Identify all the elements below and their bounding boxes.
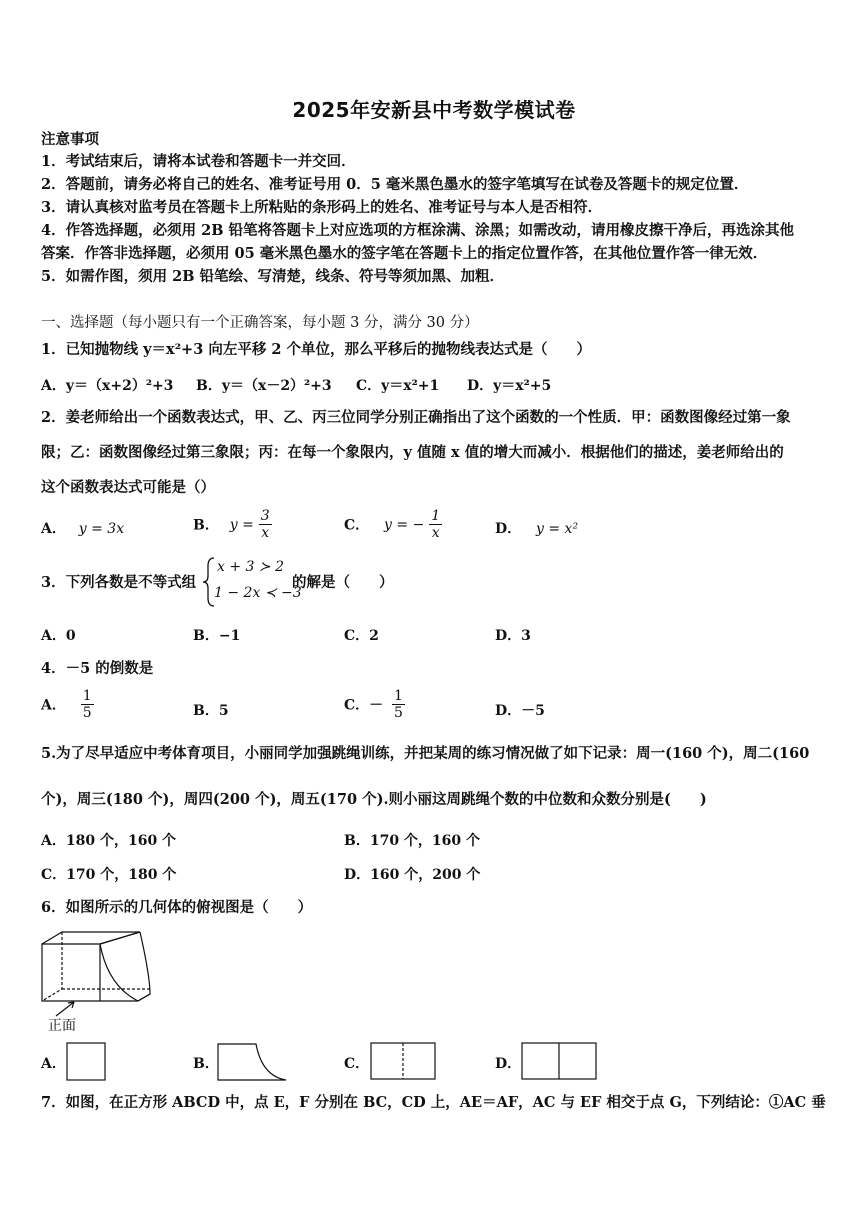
- q2-option-b-numerator: 3: [260, 508, 270, 524]
- notes-heading: 注意事项: [41, 131, 99, 148]
- q6-front-label: 正面: [48, 1018, 76, 1034]
- note-item-2: 2．答题前，请务必将自己的姓名、准考证号用 0．5 毫米黑色墨水的签字笔填写在试卷及答题卡的规定位置．: [41, 176, 749, 193]
- note-item-4: 4．作答选择题，必须用 2B 铅笔将答题卡上对应选项的方框涂满、涂黑；如需改动，请用橡皮擦干净后，再选涂其他: [41, 222, 795, 239]
- q4-option-a-fraction: [81, 688, 94, 721]
- q4-option-b: B．5: [193, 703, 229, 719]
- q3-option-d: D．3: [495, 628, 531, 644]
- q5-line-2: 个)，周三(180 个)，周四(200 个)，周五(170 个).则小丽这周跳绳个数的中位数和众数分别是( ): [41, 791, 707, 808]
- q3-inequality-2: 1 − 2x ≺ −3: [214, 585, 302, 601]
- q4-option-c-numerator: 1: [394, 688, 403, 704]
- note-item-3: 3．请认真核对监考员在答题卡上所粘贴的条形码上的姓名、准考证号与本人是否相符．: [41, 199, 603, 216]
- note-item-5: 5．如需作图，须用 2B 铅笔绘、写清楚，线条、符号等须加黑、加粗．: [41, 268, 505, 285]
- page-title: 2025年安新县中考数学模试卷: [292, 98, 576, 122]
- q6-option-d-label: D．: [495, 1056, 522, 1072]
- q2-option-c-lhs: y = −: [384, 516, 425, 533]
- q2-option-b-lhs: y =: [229, 516, 254, 533]
- q2-option-d-label: D．: [495, 521, 522, 537]
- q4-option-c-label: C．－: [344, 697, 384, 714]
- q4-option-c: [344, 688, 405, 721]
- q2-option-c-denominator: x: [431, 525, 440, 541]
- q5-option-a: A．180 个，160 个: [41, 833, 177, 849]
- q1-stem: 1．已知抛物线 y＝x²+3 向左平移 2 个单位，那么平移后的抛物线表达式是（ ）: [41, 341, 592, 358]
- q2-option-c: [344, 508, 442, 541]
- q2-line-2: 限；乙：函数图像经过第三象限；丙：在每一个象限内，y 值随 x 值的增大而减小．根据他们的描述，姜老师给出的: [41, 444, 784, 461]
- q6-option-c-figure: [370, 1042, 438, 1082]
- q2-option-b-label: B．: [193, 517, 219, 534]
- note-item-4-cont: 答案．作答非选择题，必须用 05 毫米黑色墨水的签字笔在答题卡上的指定位置作答，在其他位置作答一律无效．: [41, 245, 768, 262]
- q3-post: 的解是（ ）: [292, 574, 394, 591]
- q3-option-b: B．−1: [193, 628, 241, 644]
- q6-option-c-label: C．: [344, 1056, 370, 1072]
- q7-line-1: 7．如图，在正方形 ABCD 中，点 E，F 分别在 BC，CD 上，AE＝AF，AC 与 EF 相交于点 G，下列结论：①AC 垂: [41, 1094, 826, 1111]
- q5-option-b: B．170 个，160 个: [344, 833, 481, 849]
- q2-option-a-label: A．: [41, 521, 66, 537]
- q2-option-b-denominator: x: [261, 525, 270, 541]
- q2-option-a: [41, 518, 124, 538]
- q2-option-c-label: C．: [344, 517, 370, 534]
- q3-option-c: C．2: [344, 628, 379, 644]
- q2-option-c-fraction: [429, 508, 442, 541]
- section-heading: 一、选择题（每小题只有一个正确答案，每小题 3 分，满分 30 分）: [41, 315, 479, 331]
- q4-option-a-label: A．: [41, 697, 66, 714]
- q4-option-c-denominator: 5: [394, 705, 403, 721]
- q6-option-a-figure: [66, 1042, 108, 1082]
- q2-option-b-fraction: [259, 508, 272, 541]
- q1-option-b: B．y＝（x－2）²+3: [196, 378, 332, 394]
- q5-option-c: C．170 个，180 个: [41, 867, 177, 883]
- q2-option-c-numerator: 1: [431, 508, 441, 524]
- q3-inequality-1: x + 3 ≻ 2: [217, 559, 284, 575]
- q6-option-b-label: B．: [193, 1056, 219, 1072]
- q4-option-a-denominator: 5: [82, 705, 92, 721]
- q1-option-a: A．y＝（x+2）²+3: [41, 378, 174, 394]
- q1-option-c: C．y＝x²+1: [356, 378, 440, 394]
- q4-option-c-fraction: [392, 688, 405, 721]
- q5-option-d: D．160 个，200 个: [344, 867, 481, 883]
- q2-option-d-expr: y = x²: [536, 521, 579, 537]
- q4-option-a: [41, 688, 94, 721]
- q2-option-a-expr: y = 3x: [78, 521, 125, 537]
- q3-option-a: A．0: [41, 628, 76, 644]
- q2-line-3: 这个函数表达式可能是（）: [41, 479, 215, 496]
- q2-option-b: [193, 508, 272, 541]
- note-item-1: 1．考试结束后，请将本试卷和答题卡一并交回．: [41, 153, 356, 170]
- q5-line-1: 5.为了尽早适应中考体育项目，小丽同学加强跳绳训练，并把某周的练习情况做了如下记录：周一(160 个)，周二(160: [41, 745, 810, 762]
- q6-option-b-figure: [216, 1042, 288, 1082]
- q2-option-d: [495, 518, 578, 538]
- q4-stem: 4．－5 的倒数是: [41, 660, 154, 677]
- q6-option-a-label: A．: [41, 1056, 66, 1072]
- q2-line-1: 2．姜老师给出一个函数表达式，甲、乙、丙三位同学分别正确指出了这个函数的一个性质．甲：函数图像经过第一象: [41, 409, 791, 426]
- q6-option-d-figure: [521, 1042, 599, 1082]
- q4-option-a-numerator: 1: [82, 688, 92, 704]
- q6-stem: 6．如图所示的几何体的俯视图是（ ）: [41, 899, 313, 916]
- q4-option-d: D．－5: [495, 703, 545, 719]
- q3-pre: 3．下列各数是不等式组: [41, 574, 197, 591]
- q1-option-d: D．y＝x²+5: [467, 378, 552, 394]
